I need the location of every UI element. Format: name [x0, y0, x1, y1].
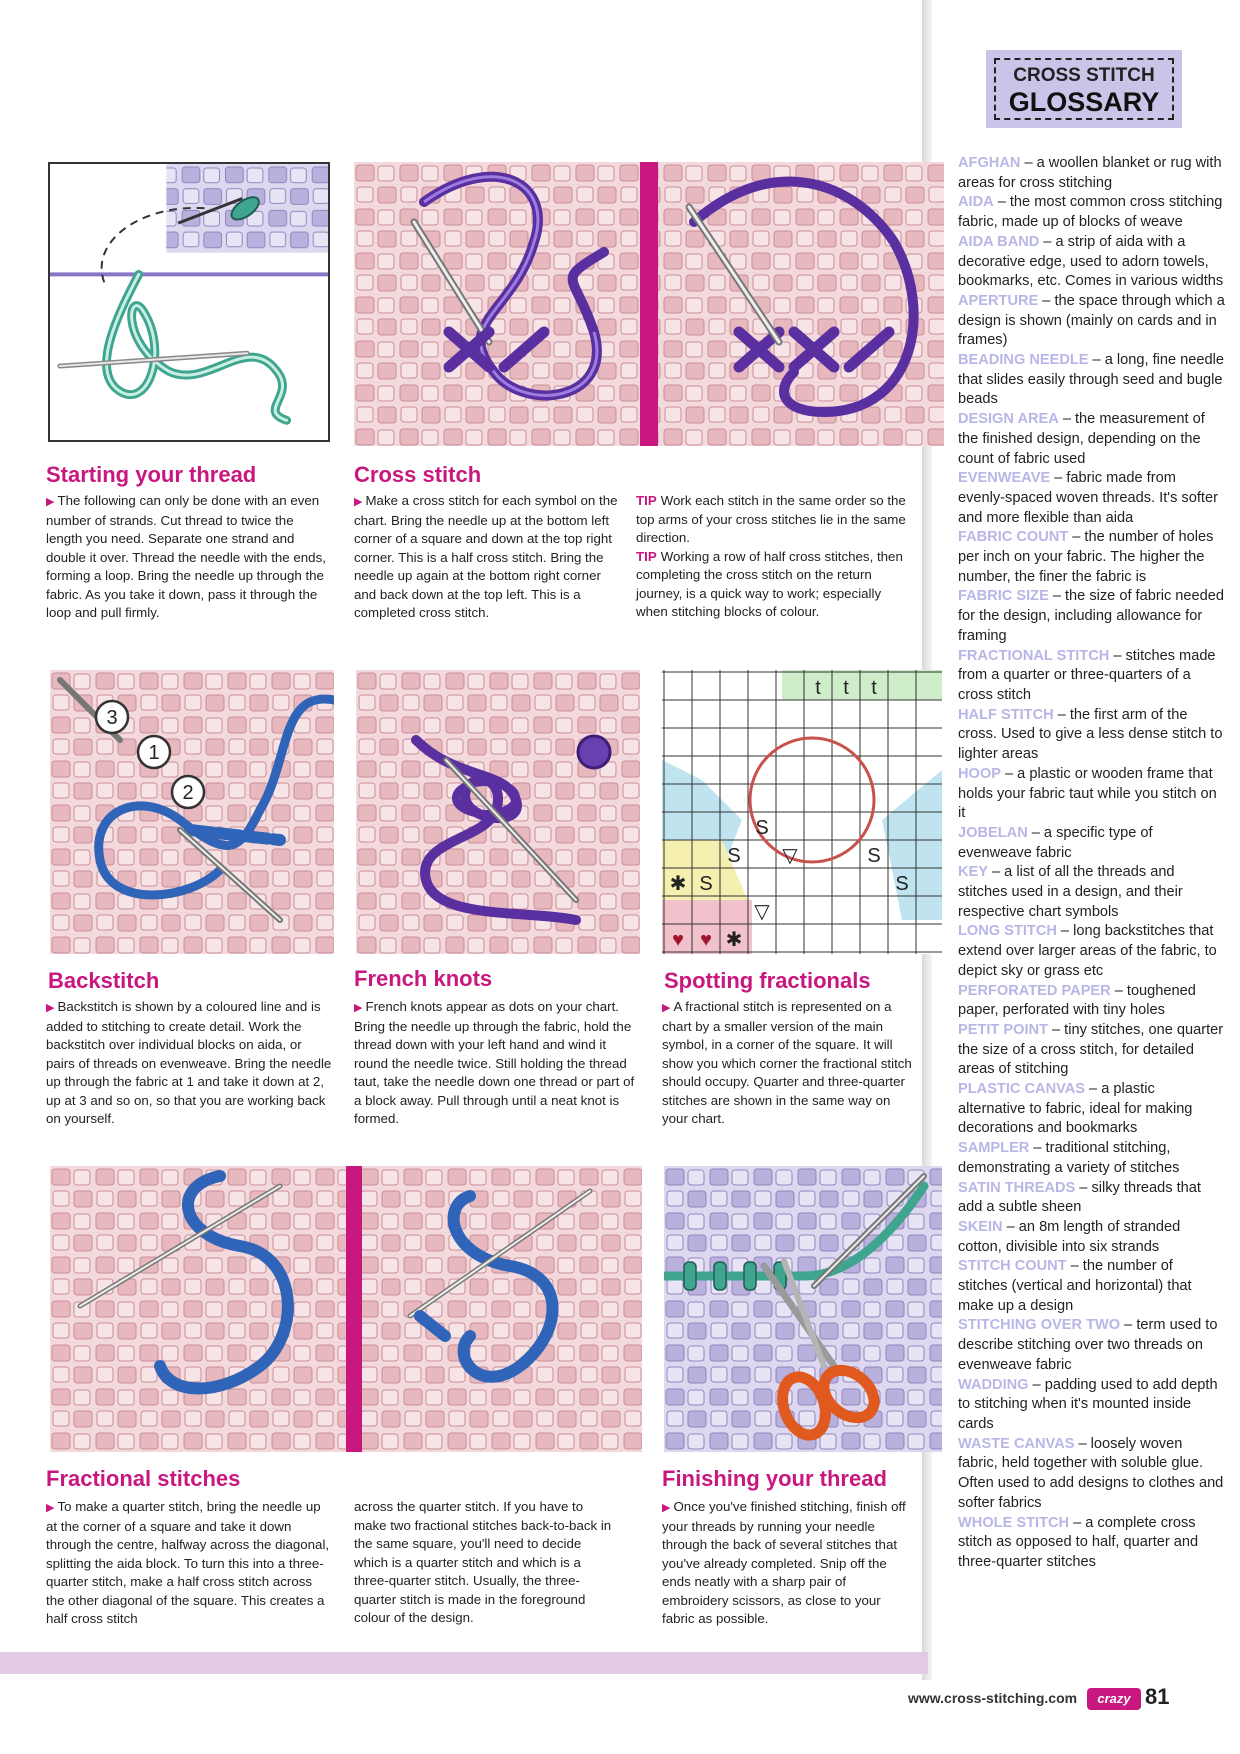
glossary-definition: – padding used to add depth to stitching when it's mounted inside cards: [958, 1376, 1218, 1432]
section-text-backstitch: ▶ Backstitch is shown by a coloured line and is added to stitching to create detail. Work the backstitch over individual blocks on aida, or pairs of threads on evenweave. Bring the needle up through the fabric at 1 and take it down at 2, up at 3 and so on, so that you are working back on yourself.: [46, 999, 332, 1126]
chart-symbol-s: S: [727, 845, 741, 867]
glossary-definition: – fabric made from evenly-spaced woven threads. It's softer and more flexible than aida: [958, 470, 1218, 526]
glossary-term: LONG STITCH: [958, 923, 1057, 940]
glossary-term: SATIN THREADS: [958, 1179, 1076, 1196]
decorative-bottom-band: [0, 1652, 928, 1674]
glossary-term: HOOP: [958, 765, 1001, 782]
glossary-definition: – long backstitches that extend over larger areas of the fabric, to depict sky or grass etc: [958, 923, 1217, 979]
glossary-entry: [958, 1257, 1226, 1316]
chart-symbol-s: S: [699, 873, 713, 895]
glossary-heading-small: CROSS STITCH: [1013, 65, 1155, 86]
glossary-entry: [958, 1179, 1226, 1218]
glossary-term: DESIGN AREA: [958, 411, 1059, 428]
bullet-triangle-icon: ▶: [46, 1502, 55, 1514]
glossary-entry: [958, 1435, 1226, 1514]
glossary-definition: – term used to describe stitching over two threads on evenweave fabric: [958, 1317, 1218, 1373]
bullet-triangle-icon: ▶: [46, 496, 55, 508]
glossary-definition: – a woollen blanket or rug with areas for cross stitching: [958, 155, 1222, 191]
glossary-entry: [958, 922, 1226, 981]
chart-symbol-t: t: [843, 677, 849, 699]
glossary-definition: – silky threads that add a subtle sheen: [958, 1179, 1201, 1216]
glossary-definition: – traditional stitching, demonstrating a variety of stitches: [958, 1140, 1180, 1176]
glossary-entry: [958, 706, 1226, 765]
glossary-entry: [958, 528, 1226, 587]
step-marker-3: [96, 701, 128, 733]
glossary-term: FABRIC COUNT: [958, 529, 1069, 546]
glossary-entry: [958, 863, 1226, 922]
glossary-definition: – a strip of aida with a decorative edge, used to adorn towels, bookmarks, etc. Comes in various widths: [958, 233, 1224, 290]
glossary-definition: – the number of stitches (vertical and horizontal) that make up a design: [958, 1258, 1192, 1314]
glossary-term: BEADING NEEDLE: [958, 352, 1089, 369]
chart-symbol-heart: ♥: [672, 929, 684, 951]
section-title-starting-thread: Starting your thread: [46, 462, 257, 487]
glossary-heading-big: GLOSSARY: [1008, 87, 1160, 117]
chart-symbol-asterisk: ✱: [669, 873, 687, 895]
glossary-definition: – a specific type of evenweave fabric: [958, 824, 1153, 861]
glossary-term: APERTURE: [958, 292, 1039, 309]
glossary-entry: [958, 351, 1226, 410]
glossary-definition: – a plastic alternative to fabric, ideal for making decorations and bookmarks: [958, 1081, 1193, 1137]
glossary-definition: – tiny stitches, one quarter the size of a cross stitch, for detailed areas of stitching: [958, 1021, 1224, 1078]
glossary-entry: [958, 1139, 1226, 1178]
glossary-definition: – the number of holes per inch on your fabric. The higher the number, the finer the fabric is: [958, 529, 1214, 585]
glossary-term: EVENWEAVE: [958, 470, 1051, 487]
chart-symbol-heart: ♥: [700, 929, 712, 951]
glossary-term: PLASTIC CANVAS: [958, 1081, 1086, 1098]
finishing-thread-illustration: [664, 1166, 942, 1452]
tips-box: [636, 492, 908, 622]
glossary-entry: [958, 1316, 1226, 1375]
chart-symbol-s: S: [755, 817, 769, 839]
chart-symbol-t: t: [815, 677, 821, 699]
section-text-starting-thread: ▶ The following can only be done with an even number of strands. Cut thread to twice the length you need. Separate one strand and double it over. Thread the needle with the ends, forming a loop. Bring the needle up through the fabric. As you take it down, pass it through the loop and pull firmly.: [46, 493, 326, 620]
glossary-term: PETIT POINT: [958, 1021, 1048, 1038]
glossary-definition: – the space through which a design is shown (mainly on cards and in frames): [958, 292, 1225, 349]
glossary-term: KEY: [958, 864, 989, 881]
section-title-french-knots: French knots: [354, 966, 493, 991]
glossary-term: FABRIC SIZE: [958, 588, 1049, 605]
glossary-definition: – the first arm of the cross. Used to give a less dense stitch to lighter areas: [958, 706, 1223, 763]
backstitch-illustration: [50, 670, 334, 954]
glossary-term: STITCHING OVER TWO: [958, 1317, 1121, 1334]
section-title-backstitch: Backstitch: [48, 968, 160, 993]
glossary-definition: – the measurement of the finished design, depending on the count of fabric used: [958, 411, 1205, 467]
step-label-1: 1: [148, 742, 160, 764]
chart-symbol-t: t: [871, 677, 877, 699]
glossary-heading-frame: [994, 58, 1174, 120]
bullet-triangle-icon: ▶: [46, 1002, 55, 1014]
footer-url: www.cross-stitching.com: [908, 1690, 1078, 1706]
glossary-list: [958, 154, 1226, 1573]
glossary-entry: [958, 1080, 1226, 1139]
glossary-definition: – an 8m length of stranded cotton, divisible into six strands: [958, 1218, 1181, 1255]
glossary-entry: [958, 1514, 1226, 1573]
glossary-entry: [958, 765, 1226, 824]
glossary-entry: [958, 647, 1226, 706]
step-label-3: 3: [106, 707, 118, 729]
french-knots-illustration: [356, 670, 640, 954]
chart-symbol-triangle: ▽: [754, 901, 770, 923]
glossary-entry: [958, 1021, 1226, 1080]
glossary-entry: [958, 1376, 1226, 1435]
footer-brand-logo: crazy: [1087, 1688, 1141, 1710]
tip-1: TIP Work each stitch in the same order so the top arms of your cross stitches lie in the same direction.: [636, 493, 906, 545]
section-title-cross-stitch: Cross stitch: [354, 462, 482, 487]
glossary-term: WHOLE STITCH: [958, 1514, 1070, 1531]
chart-symbol-s: S: [895, 873, 909, 895]
chart-symbol-asterisk: ✱: [725, 929, 743, 951]
bullet-triangle-icon: ▶: [354, 496, 363, 508]
glossary-definition: – the size of fabric needed for the design, including allowance for framing: [958, 588, 1224, 644]
bullet-triangle-icon: ▶: [662, 1002, 671, 1014]
glossary-heading-box: [986, 50, 1182, 128]
glossary-definition: – toughened paper, perforated with tiny holes: [958, 982, 1196, 1019]
glossary-definition: – stitches made from a quarter or three-quarters of a cross stitch: [958, 647, 1216, 703]
glossary-definition: – a list of all the threads and stitches used in a design, and their respective chart symbols: [958, 864, 1183, 920]
section-text-spotting-fractionals: ▶ A fractional stitch is represented on a chart by a smaller version of the main symbol, in a corner of the square. It will show you which corner the fractional stitch should occupy. Quarter and three-quarter stitches are shown in the same way on your chart.: [662, 999, 912, 1126]
section-text-finishing-thread: ▶ Once you've finished stitching, finish off your threads by running your needle through the back of several stitches that you've already completed. Snip off the ends neatly with a sharp pair of embroidery scissors, as close to your fabric as possible.: [662, 1499, 906, 1626]
section-title-spotting-fractionals: Spotting fractionals: [664, 968, 871, 993]
section-text-french-knots: ▶ French knots appear as dots on your chart. Bring the needle up through the fabric, hold the thread down with your left hand and wind it round the needle twice. Still holding the thread taut, take the needle down one thread or part of a block away. Pull through until a neat knot is formed.: [354, 999, 635, 1126]
cross-stitch-illustration: [354, 162, 944, 446]
chart-symbol-s: S: [867, 845, 881, 867]
step-label-2: 2: [182, 782, 194, 804]
glossary-term: WASTE CANVAS: [958, 1435, 1075, 1452]
glossary-entry: [958, 824, 1226, 863]
glossary-entry: [958, 1218, 1226, 1257]
glossary-entry: [958, 154, 1226, 193]
glossary-term: JOBELAN: [958, 824, 1028, 841]
glossary-term: STITCH COUNT: [958, 1258, 1067, 1275]
glossary-entry: [958, 292, 1226, 351]
glossary-term: SKEIN: [958, 1218, 1003, 1235]
step-marker-1: [138, 736, 170, 768]
starting-thread-illustration: [48, 162, 330, 442]
bullet-triangle-icon: ▶: [354, 1002, 363, 1014]
glossary-definition: – loosely woven fabric, held together with soluble glue. Often used to add designs to clothes and softer fabrics: [958, 1435, 1224, 1511]
glossary-term: SAMPLER: [958, 1140, 1030, 1157]
glossary-term: AIDA: [958, 194, 994, 211]
glossary-entry: [958, 469, 1226, 528]
section-text-cross-stitch: ▶ Make a cross stitch for each symbol on the chart. Bring the needle up at the bottom left corner of a square and down at the top right corner. This is a half cross stitch. Bring the needle up again at the bottom right corner and back down at the top left. This is a completed cross stitch.: [354, 493, 618, 620]
glossary-term: HALF STITCH: [958, 706, 1054, 723]
glossary-definition: – a plastic or wooden frame that holds your fabric taut while you stitch on it: [958, 765, 1217, 822]
page-number: 81: [1145, 1684, 1170, 1709]
chart-symbol-triangle: ▽: [782, 845, 798, 867]
glossary-entry: [958, 982, 1226, 1021]
section-text-fractional-stitches: ▶ To make a quarter stitch, bring the needle up at the corner of a square and take it down through the centre, halfway across the diagonal, splitting the aida block. To turn this into a three-quarter stitch, make a half cross stitch across the other diagonal of the square. This creates a half cross stitch: [46, 1499, 330, 1626]
step-marker-2: [172, 776, 204, 808]
glossary-definition: – the most common cross stitching fabric, made up of blocks of weave: [958, 194, 1223, 231]
glossary-entry: [958, 193, 1226, 232]
bullet-triangle-icon: ▶: [662, 1502, 671, 1514]
glossary-term: AFGHAN: [958, 155, 1021, 171]
section-text-fractional-stitches-continued: across the quarter stitch. If you have to make two fractional stitches back-to-back in the same square, you'll need to decide which is a quarter stitch and which is a three-quarter stitch. Usually, the three-quarter stitch is made in the foreground colour of the design.: [354, 1499, 612, 1625]
fractional-chart-illustration: [662, 670, 942, 954]
section-title-finishing-thread: Finishing your thread: [662, 1466, 887, 1491]
section-title-fractional-stitches: Fractional stitches: [46, 1466, 241, 1491]
fractional-stitches-illustration: [50, 1166, 642, 1452]
glossary-definition: – a complete cross stitch as opposed to half, quarter and three-quarter stitches: [958, 1514, 1199, 1570]
glossary-entry: [958, 233, 1226, 292]
glossary-entry: [958, 410, 1226, 469]
glossary-definition: – a long, fine needle that slides easily through seed and bugle beads: [958, 352, 1224, 408]
glossary-term: AIDA BAND: [958, 233, 1040, 250]
glossary-term: PERFORATED PAPER: [958, 982, 1111, 999]
glossary-term: FRACTIONAL STITCH: [958, 647, 1110, 664]
glossary-entry: [958, 587, 1226, 646]
tip-2: TIP Working a row of half cross stitches, then completing the cross stitch on the return journey, is a quick way to work; especially when stitching blocks of colour.: [636, 548, 903, 619]
glossary-term: WADDING: [958, 1376, 1029, 1393]
